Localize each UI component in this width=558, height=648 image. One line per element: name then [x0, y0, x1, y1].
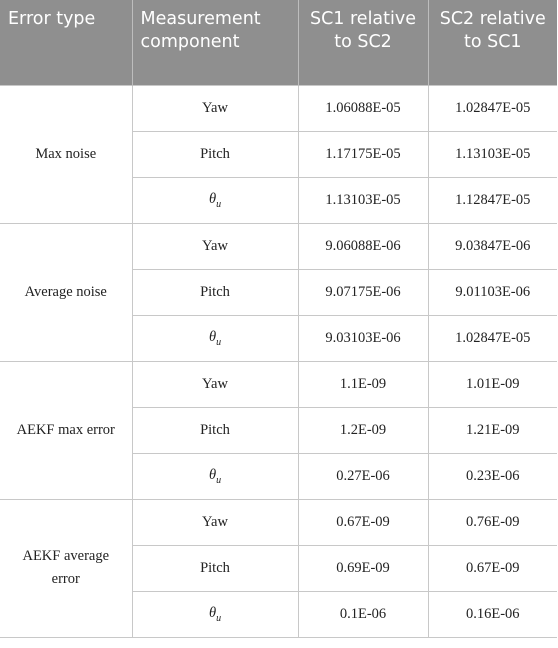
- component-cell: Yaw: [132, 223, 298, 269]
- header-row: [0, 0, 557, 85]
- sc2-value-cell: 9.01103E-06: [428, 269, 557, 315]
- sc2-value-cell: 9.03847E-06: [428, 223, 557, 269]
- component-cell: [132, 453, 298, 499]
- error-type-cell: AEKF max error: [0, 361, 132, 499]
- header-sc2-relative-to-sc1: SC2 relative to SC1: [428, 0, 557, 85]
- sc2-value-cell: 0.76E-09: [428, 499, 557, 545]
- component-cell: Pitch: [132, 545, 298, 591]
- theta-u-symbol: $\theta_u$: [208, 466, 222, 486]
- component-cell: Pitch: [132, 269, 298, 315]
- table-row: [0, 85, 557, 131]
- sc1-value-cell: 0.27E-06: [298, 453, 428, 499]
- sc2-value-cell: 1.02847E-05: [428, 85, 557, 131]
- theta-u-symbol: $\theta_u$: [208, 328, 222, 348]
- table-row: [0, 499, 557, 545]
- sc1-value-cell: 1.2E-09: [298, 407, 428, 453]
- sc1-value-cell: 0.1E-06: [298, 591, 428, 637]
- component-cell: Pitch: [132, 407, 298, 453]
- component-cell: Pitch: [132, 131, 298, 177]
- table-row: [0, 223, 557, 269]
- sc1-value-cell: 1.17175E-05: [298, 131, 428, 177]
- sc2-value-cell: 1.21E-09: [428, 407, 557, 453]
- component-cell: Yaw: [132, 361, 298, 407]
- component-cell: [132, 177, 298, 223]
- sc2-value-cell: 1.01E-09: [428, 361, 557, 407]
- sc1-value-cell: 1.06088E-05: [298, 85, 428, 131]
- sc2-value-cell: 1.12847E-05: [428, 177, 557, 223]
- header-sc1-relative-to-sc2: SC1 relative to SC2: [298, 0, 428, 85]
- theta-u-symbol: $\theta_u$: [208, 604, 222, 624]
- sc2-value-cell: 0.23E-06: [428, 453, 557, 499]
- theta-u-symbol: $\theta_u$: [208, 190, 222, 210]
- sc1-value-cell: 1.1E-09: [298, 361, 428, 407]
- component-cell: [132, 315, 298, 361]
- sc1-value-cell: 9.03103E-06: [298, 315, 428, 361]
- header-error-type: Error type: [0, 0, 132, 85]
- sc1-value-cell: 9.06088E-06: [298, 223, 428, 269]
- component-cell: Yaw: [132, 85, 298, 131]
- sc1-value-cell: 1.13103E-05: [298, 177, 428, 223]
- error-type-cell: Max noise: [0, 85, 132, 223]
- sc1-value-cell: 9.07175E-06: [298, 269, 428, 315]
- error-type-cell: AEKF average error: [0, 499, 132, 637]
- table-row: [0, 361, 557, 407]
- component-cell: Yaw: [132, 499, 298, 545]
- sc1-value-cell: 0.69E-09: [298, 545, 428, 591]
- sc2-value-cell: 1.13103E-05: [428, 131, 557, 177]
- header-measurement-component: Measurement component: [132, 0, 298, 85]
- sc2-value-cell: 0.67E-09: [428, 545, 557, 591]
- sc1-value-cell: 0.67E-09: [298, 499, 428, 545]
- component-cell: [132, 591, 298, 637]
- error-type-cell: Average noise: [0, 223, 132, 361]
- sc2-value-cell: 0.16E-06: [428, 591, 557, 637]
- sc2-value-cell: 1.02847E-05: [428, 315, 557, 361]
